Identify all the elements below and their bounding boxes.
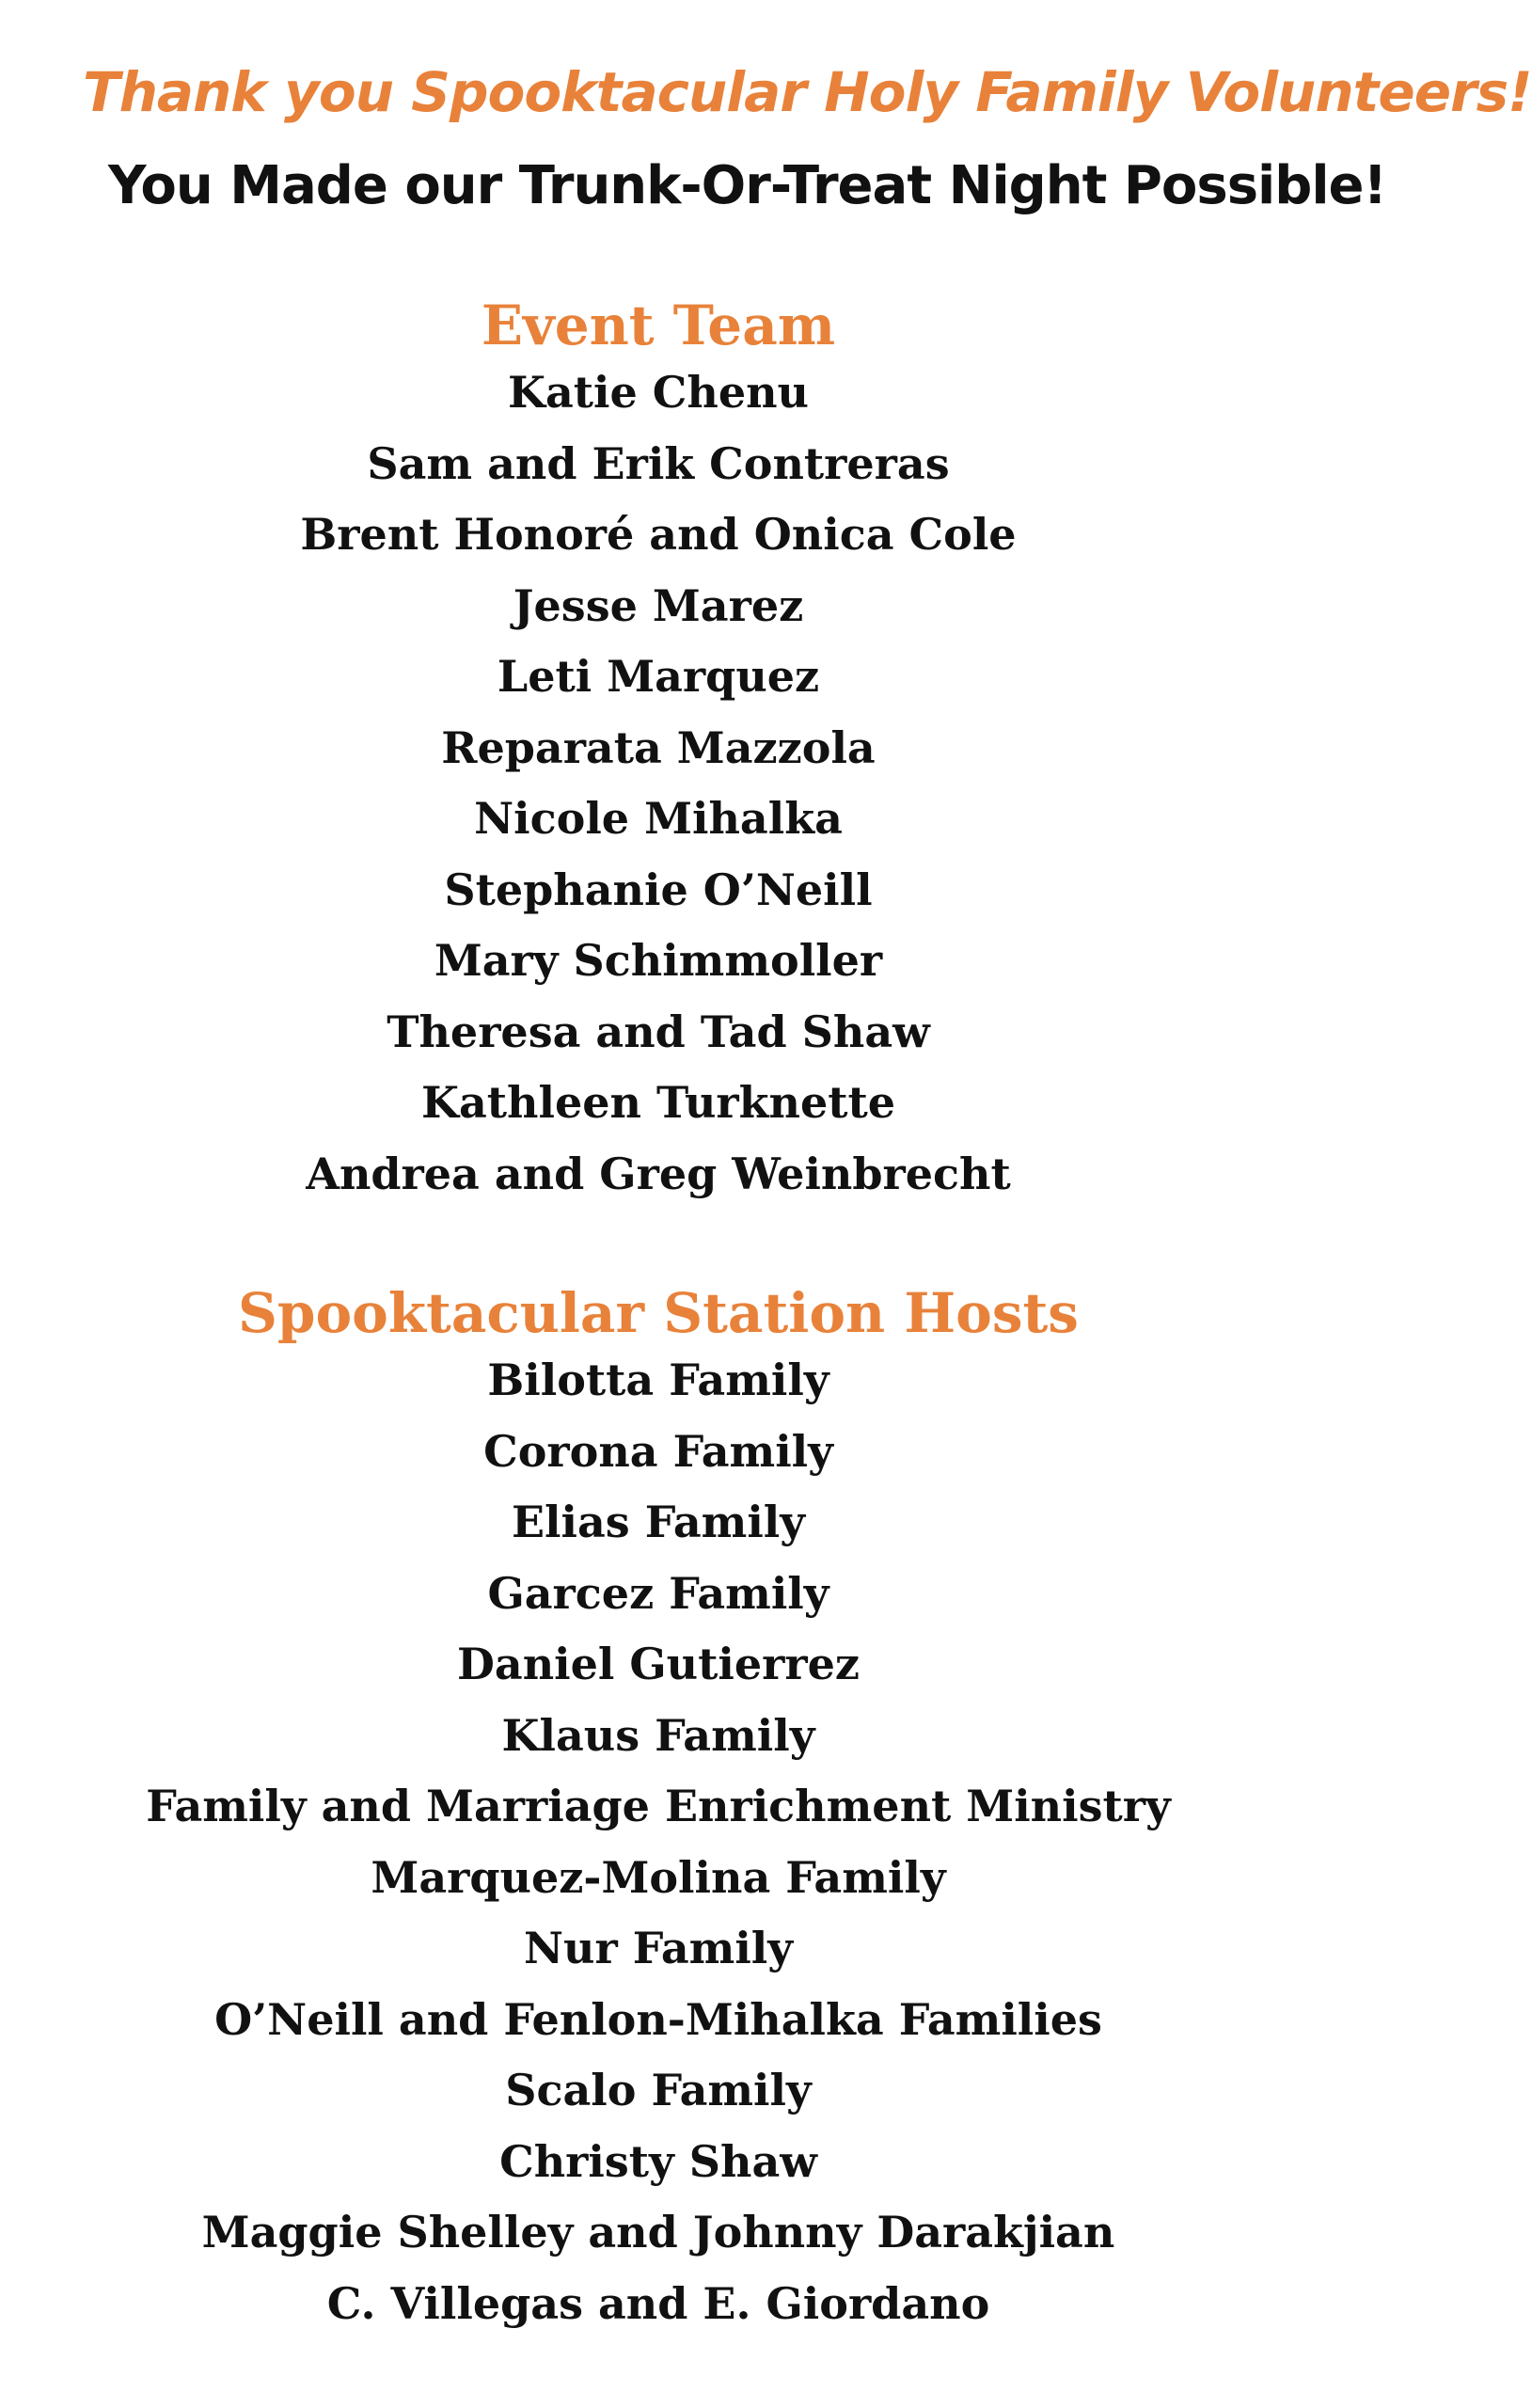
event-team-section <box>0 288 1317 1210</box>
event-team-title: Event Team <box>481 293 836 357</box>
station-host-name: Marquez-Molina Family <box>371 1851 946 1903</box>
event-team-name: Nicole Mihalka <box>474 793 843 844</box>
station-host-name: Maggie Shelley and Johnny Darakjian <box>201 2207 1115 2258</box>
station-hosts-title: Spooktacular Station Hosts <box>238 1281 1079 1345</box>
station-host-name: Christy Shaw <box>499 2135 817 2187</box>
event-team-name: Reparata Mazzola <box>441 721 876 773</box>
station-host-name: Family and Marriage Enrichment Ministry <box>146 1781 1171 1831</box>
station-host-name: Nur Family <box>523 1923 794 1973</box>
station-hosts-list <box>0 1345 1317 2339</box>
station-hosts-section <box>0 1275 1317 2339</box>
event-team-name: Katie Chenu <box>507 367 809 418</box>
event-team-name: Stephanie O’Neill <box>444 863 873 915</box>
event-team-name: Kathleen Turknette <box>421 1077 895 1128</box>
event-team-list <box>0 357 1317 1210</box>
event-team-name: Theresa and Tad Shaw <box>387 1006 930 1057</box>
station-host-name: Elias Family <box>511 1497 806 1547</box>
station-host-name: Corona Family <box>483 1425 833 1477</box>
event-team-name: Andrea and Greg Weinbrecht <box>306 1148 1011 1199</box>
station-host-name: C. Villegas and E. Giordano <box>326 2277 990 2329</box>
event-team-name: Sam and Erik Contreras <box>367 437 950 489</box>
station-host-name: O’Neill and Fenlon-Mihalka Families <box>214 1993 1102 2045</box>
station-host-name: Klaus Family <box>501 1709 815 1761</box>
event-team-name: Mary Schimmoller <box>434 935 883 986</box>
subheadline: You Made our Trunk-Or-Treat Night Possible! <box>108 155 1387 216</box>
event-team-name: Leti Marquez <box>497 651 820 702</box>
station-host-name: Scalo Family <box>505 2065 812 2115</box>
event-team-name: Brent Honoré and Onica Cole <box>300 509 1017 560</box>
event-team-name: Jesse Marez <box>513 579 804 631</box>
station-host-name: Daniel Gutierrez <box>457 1639 860 1689</box>
station-host-name: Bilotta Family <box>487 1354 829 1405</box>
station-host-name: Garcez Family <box>487 1567 829 1619</box>
headline: Thank you Spooktacular Holy Family Volunteers! <box>83 60 1532 124</box>
